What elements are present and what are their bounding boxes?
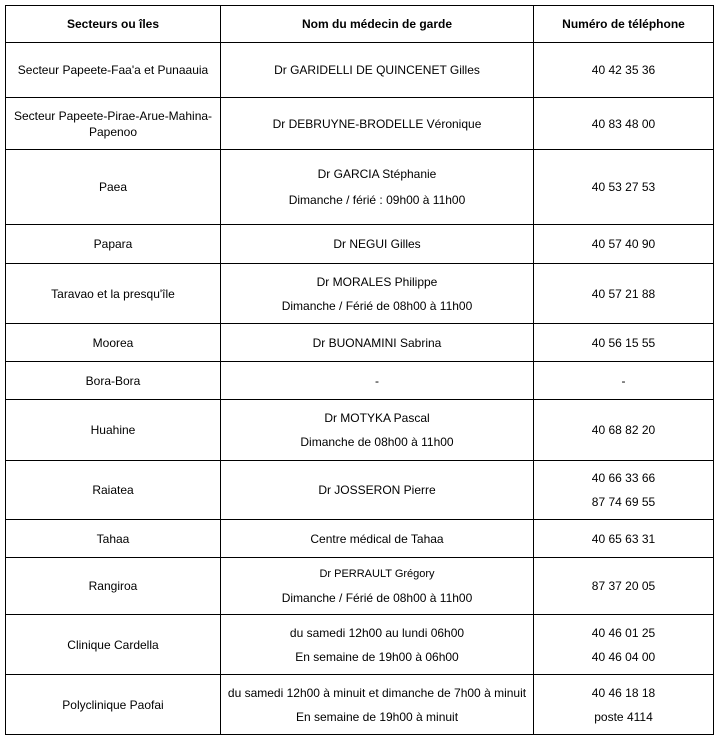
phone-extension: poste 4114 [594, 709, 653, 724]
sector-cell: Polyclinique Paofai [6, 675, 221, 735]
doctor-hours: Dimanche / férié : 09h00 à 11h00 [288, 193, 466, 207]
sector-cell: Clinique Cardella [6, 615, 221, 675]
table-row [6, 400, 714, 461]
doctor-cell: Dr DEBRUYNE-BRODELLE Véronique [221, 98, 534, 150]
doctor-name: Dr PERRAULT Grégory [319, 568, 435, 580]
sector-cell: Bora-Bora [6, 362, 221, 400]
table-row [6, 43, 714, 98]
phone-cell: 40 68 82 20 [534, 400, 714, 461]
doctor-cell: - [221, 362, 534, 400]
doctor-name: Dr MOTYKA Pascal [324, 411, 430, 425]
doctor-hours: Dimanche / Férié de 08h00 à 11h00 [281, 591, 473, 605]
doctor-cell: Dr BUONAMINI Sabrina [221, 324, 534, 362]
table-row [6, 615, 714, 675]
sector-cell: Huahine [6, 400, 221, 461]
table-row [6, 675, 714, 735]
header-sector: Secteurs ou îles [6, 6, 221, 43]
doctor-hours: En semaine de 19h00 à 06h00 [295, 649, 459, 664]
table-row [6, 461, 714, 520]
table-row [6, 520, 714, 558]
phone-number: 40 46 01 25 [591, 625, 656, 640]
phone-number: 40 66 33 66 [591, 471, 656, 485]
sector-cell: Papara [6, 225, 221, 264]
sector-cell: Secteur Papeete-Pirae-Arue-Mahina-Papenoo [6, 98, 221, 150]
doctor-cell: Dr GARIDELLI DE QUINCENET Gilles [221, 43, 534, 98]
sector-cell: Rangiroa [6, 558, 221, 615]
doctor-cell [221, 558, 534, 615]
sector-cell: Moorea [6, 324, 221, 362]
table-row [6, 264, 714, 324]
header-phone: Numéro de téléphone [534, 6, 714, 43]
phone-number: 40 46 18 18 [591, 685, 656, 700]
header-row [6, 6, 714, 43]
phone-cell: 40 42 35 36 [534, 43, 714, 98]
doctor-cell [221, 675, 534, 735]
phone-cell: 40 57 40 90 [534, 225, 714, 264]
phone-cell [534, 461, 714, 520]
doctor-hours: du samedi 12h00 à minuit et dimanche de 7h00 à minuit [227, 685, 527, 700]
doctor-cell: Dr JOSSERON Pierre [221, 461, 534, 520]
duty-doctor-table [5, 5, 714, 735]
sector-cell: Tahaa [6, 520, 221, 558]
header-doctor: Nom du médecin de garde [221, 6, 534, 43]
table-row [6, 558, 714, 615]
phone-number: 40 46 04 00 [591, 649, 656, 664]
sector-cell: Raiatea [6, 461, 221, 520]
phone-cell: 40 56 15 55 [534, 324, 714, 362]
sector-cell: Paea [6, 150, 221, 225]
doctor-hours: Dimanche / Férié de 08h00 à 11h00 [281, 298, 473, 313]
doctor-cell: Dr NEGUI Gilles [221, 225, 534, 264]
doctor-name: Dr MORALES Philippe [316, 274, 438, 289]
phone-cell [534, 615, 714, 675]
doctor-cell: Centre médical de Tahaa [221, 520, 534, 558]
doctor-cell [221, 264, 534, 324]
phone-cell: - [534, 362, 714, 400]
phone-cell: 40 65 63 31 [534, 520, 714, 558]
doctor-hours: Dimanche de 08h00 à 11h00 [300, 435, 454, 449]
doctor-cell [221, 150, 534, 225]
phone-number: 87 74 69 55 [591, 495, 656, 509]
phone-cell: 40 57 21 88 [534, 264, 714, 324]
phone-cell [534, 675, 714, 735]
doctor-hours: En semaine de 19h00 à minuit [295, 709, 459, 724]
doctor-hours: du samedi 12h00 au lundi 06h00 [289, 625, 465, 640]
doctor-name: Dr GARCIA Stéphanie [317, 167, 437, 181]
table-row [6, 98, 714, 150]
table-row [6, 225, 714, 264]
table-row [6, 324, 714, 362]
sector-cell: Secteur Papeete-Faa'a et Punaauia [6, 43, 221, 98]
doctor-cell [221, 400, 534, 461]
table-row [6, 150, 714, 225]
table-row [6, 362, 714, 400]
doctor-cell [221, 615, 534, 675]
phone-cell: 40 83 48 00 [534, 98, 714, 150]
phone-cell: 87 37 20 05 [534, 558, 714, 615]
sector-cell: Taravao et la presqu'île [6, 264, 221, 324]
phone-cell: 40 53 27 53 [534, 150, 714, 225]
